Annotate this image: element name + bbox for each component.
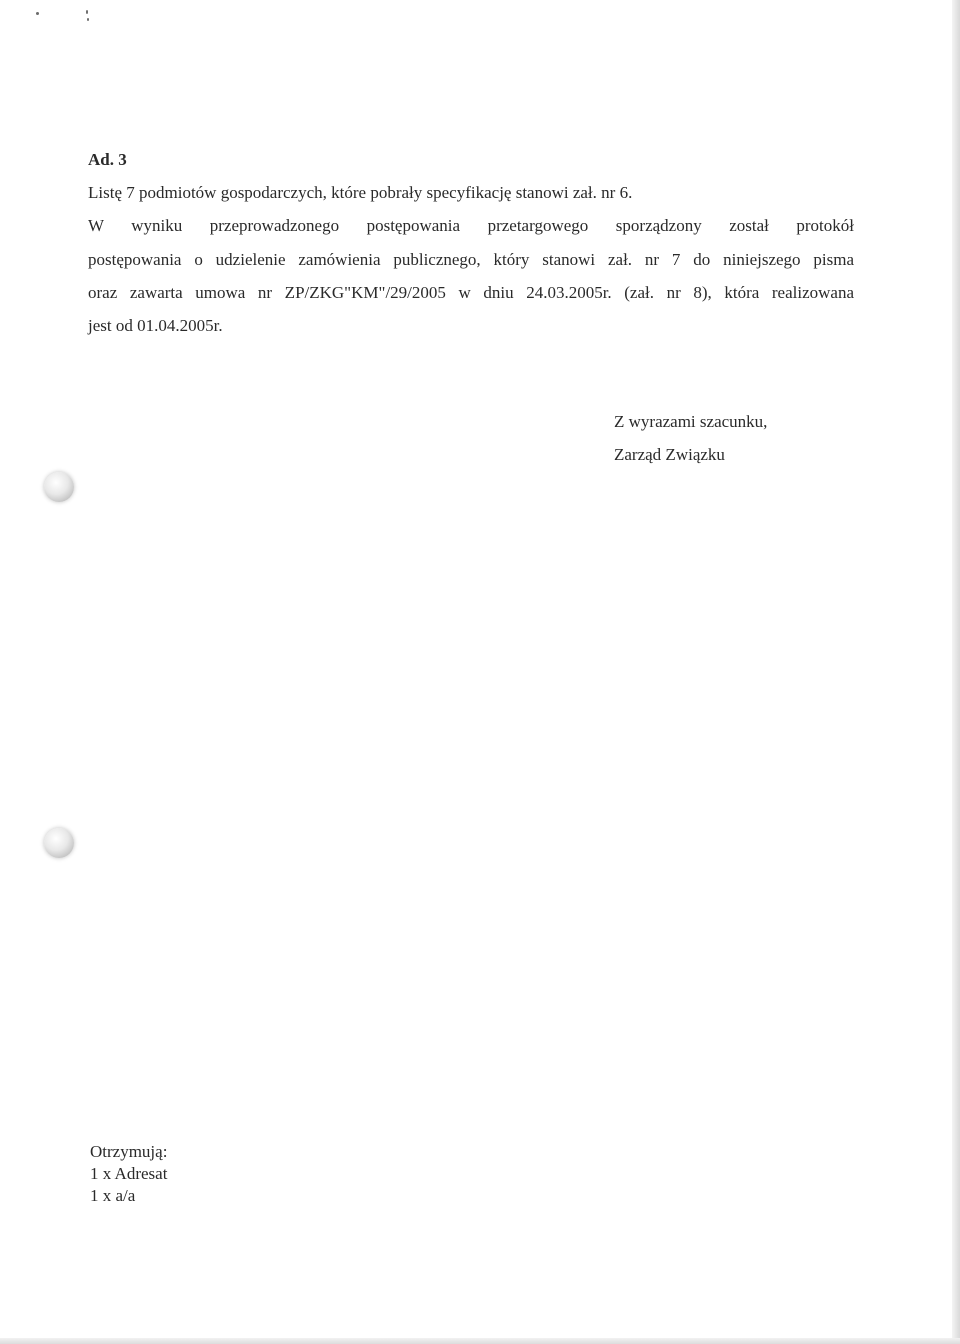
recipient-item: 1 x a/a [90, 1186, 136, 1205]
body-line: oraz zawarta umowa nr ZP/ZKG"KM"/29/2005 w dniu 24.03.2005r. (zał. nr 8), która realizowana [88, 283, 854, 302]
closing-signatory: Zarząd Związku [614, 445, 725, 464]
recipient-item: 1 x Adresat [90, 1164, 168, 1183]
closing-greeting: Z wyrazami szacunku, [614, 412, 768, 431]
body-line: jest od 01.04.2005r. [88, 316, 223, 335]
punch-hole [44, 472, 74, 502]
recipients-label: Otrzymują: [90, 1142, 168, 1161]
body-line: W wyniku przeprowadzonego postępowania przetargowego sporządzony został protokół [88, 216, 854, 235]
scan-speck [87, 18, 89, 21]
scan-speck [36, 12, 39, 15]
scan-speck [86, 10, 88, 14]
scan-edge-bottom [0, 1338, 960, 1344]
punch-hole [44, 828, 74, 858]
scan-edge-right [952, 0, 960, 1344]
body-line: Listę 7 podmiotów gospodarczych, które pobrały specyfikację stanowi zał. nr 6. [88, 183, 633, 202]
section-heading: Ad. 3 [88, 150, 127, 169]
body-line: postępowania o udzielenie zamówienia publicznego, który stanowi zał. nr 7 do niniejszego pisma [88, 250, 854, 269]
